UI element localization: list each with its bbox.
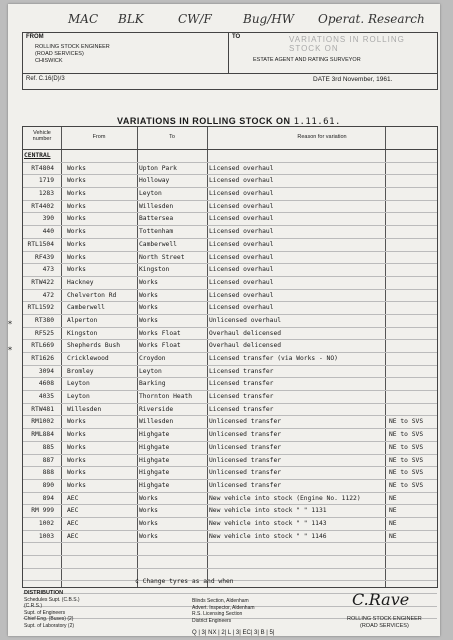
to-cell: Works — [139, 304, 158, 312]
to-cell: Works — [139, 291, 158, 299]
reason-cell: New vehicle into stock " " 1146 — [209, 532, 327, 540]
reason-cell: New vehicle into stock " " 1131 — [209, 507, 327, 515]
empty-row — [23, 556, 437, 569]
from-cell: Works — [67, 443, 86, 451]
vehicle-number: RTL1592 — [27, 304, 54, 312]
to-cell: Works Float — [139, 342, 181, 350]
vehicle-number: 472 — [42, 291, 54, 299]
table-row — [23, 213, 437, 226]
remark-cell: NE — [389, 494, 397, 502]
from-cell: Chelverton Rd — [67, 291, 117, 299]
reason-cell: New vehicle into stock (Engine No. 1122) — [209, 494, 361, 502]
handwritten-note: Operat. Research — [318, 12, 425, 26]
reason-cell: Licensed overhaul — [209, 215, 274, 223]
to-cell: North Street — [139, 253, 185, 261]
column-header-reason: Reason for variation — [297, 134, 347, 140]
to-cell: Leyton — [139, 367, 162, 375]
distribution-line: Blinds Section, Aldenham — [192, 598, 249, 604]
reason-cell: Overhaul delicensed — [209, 329, 282, 337]
table-body — [23, 150, 437, 619]
header-box — [22, 32, 438, 90]
remark-cell: NE to SVS — [389, 443, 424, 451]
table-row — [23, 467, 437, 480]
vehicle-number: 885 — [42, 443, 54, 451]
from-line: ROLLING STOCK ENGINEER — [35, 44, 110, 50]
to-label: TO — [232, 34, 241, 40]
vehicle-number: 888 — [42, 469, 54, 477]
to-cell: Works — [139, 532, 158, 540]
distribution-line: (C.R.S.) — [24, 603, 43, 609]
from-cell: Cricklewood — [67, 355, 109, 362]
from-cell: Works — [67, 240, 86, 248]
reason-cell: Overhaul delicensed — [209, 342, 282, 350]
table-row — [23, 163, 437, 176]
table-row — [23, 353, 437, 366]
handwritten-note: BLK — [118, 12, 144, 26]
to-box — [229, 33, 437, 73]
reason-cell: Unlicensed overhaul — [209, 316, 282, 324]
variations-table — [22, 126, 438, 588]
vehicle-number: 4608 — [38, 380, 54, 388]
signer-title — [347, 616, 422, 630]
from-cell: AEC — [67, 532, 79, 540]
distribution-list — [24, 590, 80, 629]
vehicle-number: 440 — [42, 228, 54, 236]
footnote: ¢ Change tyres as and when — [135, 578, 234, 585]
from-cell: Works — [67, 215, 86, 223]
from-cell: Kingston — [67, 329, 98, 337]
vehicle-number: RM1002 — [31, 418, 54, 426]
vehicle-number: 890 — [42, 481, 54, 489]
to-cell: Battersea — [139, 215, 174, 223]
table-row — [23, 239, 437, 252]
table-row — [23, 442, 437, 455]
table-row — [23, 480, 437, 493]
reason-cell: Licensed overhaul — [209, 240, 274, 248]
date: DATE 3rd November, 1961. — [313, 76, 393, 83]
reason-cell: Licensed overhaul — [209, 253, 274, 261]
table-row — [23, 391, 437, 404]
vehicle-number: 894 — [42, 494, 54, 502]
reason-cell: Licensed overhaul — [209, 177, 274, 185]
distribution-line: Chief Eng. (Buses) (2) — [24, 616, 74, 622]
footer — [22, 588, 436, 636]
to-recipient: ESTATE AGENT AND RATING SURVEYOR — [253, 57, 361, 63]
reason-cell: Licensed overhaul — [209, 202, 274, 210]
reason-cell: Licensed transfer — [209, 393, 274, 401]
vehicle-number: 1719 — [38, 177, 54, 185]
table-row — [23, 201, 437, 214]
vehicle-number: RT1626 — [31, 355, 54, 362]
to-cell: Works — [139, 519, 158, 527]
to-cell: Croydon — [139, 355, 166, 362]
from-cell: Works — [67, 177, 86, 185]
empty-row — [23, 543, 437, 556]
from-cell: Works — [67, 266, 86, 274]
from-cell: Works — [67, 431, 86, 439]
title-text: VARIATIONS IN ROLLING STOCK ON — [117, 116, 291, 126]
to-cell: Leyton — [139, 190, 162, 198]
document-page — [8, 4, 440, 636]
distribution-list-secondary — [192, 598, 255, 624]
from-cell: Works — [67, 456, 86, 464]
to-cell: Upton Park — [139, 164, 177, 172]
to-cell: Works — [139, 278, 158, 286]
vehicle-number: 887 — [42, 456, 54, 464]
reason-cell: Licensed overhaul — [209, 228, 274, 236]
vehicle-number: RF439 — [35, 253, 54, 261]
title-date: 1.11.61. — [293, 117, 341, 127]
distribution-line: Advert. Inspector, Aldenham — [192, 604, 255, 611]
reason-cell: Licensed overhaul — [209, 304, 274, 312]
table-row — [23, 404, 437, 417]
table-row — [23, 315, 437, 328]
table-row — [23, 175, 437, 188]
vehicle-number: RTL1504 — [27, 240, 54, 248]
remark-cell: NE to SVS — [389, 481, 424, 489]
table-row — [23, 531, 437, 544]
margin-mark: * — [8, 320, 12, 329]
to-cell: Highgate — [139, 443, 170, 451]
reason-cell: Licensed transfer — [209, 405, 274, 413]
signer-line: ROLLING STOCK ENGINEER — [347, 616, 422, 622]
table-row — [23, 252, 437, 265]
to-cell: Highgate — [139, 469, 170, 477]
from-cell: Shepherds Bush — [67, 342, 121, 350]
table-row — [23, 328, 437, 341]
remark-cell: NE to SVS — [389, 418, 424, 426]
from-cell: Works — [67, 253, 86, 261]
from-cell: Works — [67, 418, 86, 426]
to-cell: Works — [139, 507, 158, 515]
table-row — [23, 378, 437, 391]
vehicle-number: 390 — [42, 215, 54, 223]
table-row — [23, 340, 437, 353]
distribution-label: DISTRIBUTION — [24, 590, 64, 596]
from-cell: Alperton — [67, 316, 98, 324]
reason-cell: Licensed overhaul — [209, 164, 274, 172]
table-row — [23, 429, 437, 442]
vehicle-number: 4035 — [38, 393, 54, 401]
from-box — [23, 33, 229, 73]
from-cell: Works — [67, 164, 86, 172]
to-cell: Highgate — [139, 431, 170, 439]
vehicle-number: RT4402 — [31, 202, 54, 210]
section-label: CENTRAL — [24, 152, 51, 159]
from-label: FROM — [26, 34, 44, 40]
table-row — [23, 264, 437, 277]
from-line: CHISWICK — [35, 58, 63, 64]
from-cell: Hackney — [67, 278, 94, 286]
table-row — [23, 416, 437, 429]
handwritten-notes — [48, 10, 438, 32]
vehicle-number: 1002 — [38, 519, 54, 527]
vehicle-number: RT4804 — [31, 164, 54, 172]
table-row — [23, 188, 437, 201]
reason-cell: Unlicensed transfer — [209, 456, 282, 464]
vehicle-number: RF525 — [35, 329, 54, 337]
from-address — [35, 44, 110, 65]
remark-cell: NE — [389, 519, 397, 527]
from-cell: Camberwell — [67, 304, 105, 312]
to-cell: Works — [139, 316, 158, 324]
to-cell: Barking — [139, 380, 166, 388]
from-cell: AEC — [67, 507, 79, 515]
distribution-line: Schedules Supt. (C.B.S.) — [24, 596, 80, 603]
reason-cell: Unlicensed transfer — [209, 431, 282, 439]
section-row — [23, 150, 437, 163]
vehicle-number: RTW481 — [31, 405, 54, 413]
from-cell: Willesden — [67, 405, 102, 413]
table-row — [23, 290, 437, 303]
reason-cell: Unlicensed transfer — [209, 481, 282, 489]
table-row — [23, 505, 437, 518]
reason-cell: Licensed transfer — [209, 367, 274, 375]
table-row — [23, 226, 437, 239]
vehicle-number: 1003 — [38, 532, 54, 540]
reason-cell: Licensed overhaul — [209, 266, 274, 274]
margin-mark: * — [8, 346, 12, 355]
remark-cell: NE — [389, 507, 397, 515]
from-cell: Works — [67, 469, 86, 477]
reason-cell: Unlicensed transfer — [209, 469, 282, 477]
to-cell: Thornton Heath — [139, 393, 193, 401]
to-cell: Holloway — [139, 177, 170, 185]
vehicle-number: RML884 — [31, 431, 54, 439]
table-row — [23, 518, 437, 531]
remark-cell: NE to SVS — [389, 469, 424, 477]
reason-cell: Licensed overhaul — [209, 278, 274, 286]
to-cell: Tottenham — [139, 228, 174, 236]
reason-cell: Unlicensed transfer — [209, 443, 282, 451]
to-cell: Willesden — [139, 418, 174, 426]
from-cell: Leyton — [67, 380, 90, 388]
table-row — [23, 455, 437, 468]
distribution-line: Supt. of Laboratory (2) — [24, 622, 75, 629]
from-cell: Works — [67, 481, 86, 489]
distribution-line: R.S. Licensing Section — [192, 611, 243, 617]
table-row — [23, 366, 437, 379]
from-cell: AEC — [67, 519, 79, 527]
handwritten-note: CW/F — [178, 12, 212, 26]
reason-cell: Licensed transfer — [209, 380, 274, 388]
from-cell: Leyton — [67, 393, 90, 401]
handwritten-note: MAC — [68, 12, 99, 26]
to-cell: Kingston — [139, 266, 170, 274]
table-row — [23, 277, 437, 290]
vehicle-number: RT380 — [35, 316, 54, 324]
remark-cell: NE to SVS — [389, 456, 424, 464]
column-header-to: To — [169, 134, 175, 140]
table-row — [23, 493, 437, 506]
to-cell: Highgate — [139, 456, 170, 464]
from-cell: Works — [67, 190, 86, 198]
vehicle-number: 3094 — [38, 367, 54, 375]
from-line: (ROAD SERVICES) — [35, 51, 84, 57]
to-cell: Camberwell — [139, 240, 177, 248]
to-cell: Willesden — [139, 202, 174, 210]
table-row — [23, 302, 437, 315]
vehicle-number: RM 999 — [31, 507, 54, 515]
remark-cell: NE to SVS — [389, 431, 424, 439]
column-header-vehicle: Vehicle number — [32, 130, 52, 142]
reason-cell: Licensed transfer (via Works - NO) — [209, 355, 338, 362]
header-divider — [23, 73, 437, 74]
reason-cell: New vehicle into stock " " 1143 — [209, 519, 327, 527]
signature: C.Rave — [352, 590, 410, 609]
from-cell: Works — [67, 202, 86, 210]
column-header-from: From — [92, 134, 106, 140]
reason-cell: Licensed overhaul — [209, 190, 274, 198]
copy-codes: Q | 3| NX | 2| L | 3| EC| 3| B | 5| — [192, 630, 275, 636]
vehicle-number: RTL669 — [31, 342, 54, 350]
to-cell: Works — [139, 494, 158, 502]
vehicle-number: 473 — [42, 266, 54, 274]
reason-cell: Licensed overhaul — [209, 291, 274, 299]
to-cell: Riverside — [139, 405, 174, 413]
to-cell: Works Float — [139, 329, 181, 337]
distribution-line: Supt. of Engineers — [24, 609, 66, 616]
from-cell: Bromley — [67, 367, 94, 375]
to-cell: Highgate — [139, 481, 170, 489]
handwritten-note: Bug/HW — [243, 12, 295, 26]
from-cell: AEC — [67, 494, 79, 502]
reason-cell: Unlicensed transfer — [209, 418, 282, 426]
remark-cell: NE — [389, 532, 397, 540]
reference: Ref. C.16(D)/3 — [26, 76, 65, 82]
show-through-text: VARIATIONS IN ROLLING STOCK ON — [289, 35, 405, 53]
table-header — [23, 127, 437, 150]
vehicle-number: 1283 — [38, 190, 54, 198]
signer-line: (ROAD SERVICES) — [359, 623, 409, 629]
distribution-line: District Engineers — [192, 617, 232, 624]
from-cell: Works — [67, 228, 86, 236]
vehicle-number: RTW422 — [31, 278, 54, 286]
